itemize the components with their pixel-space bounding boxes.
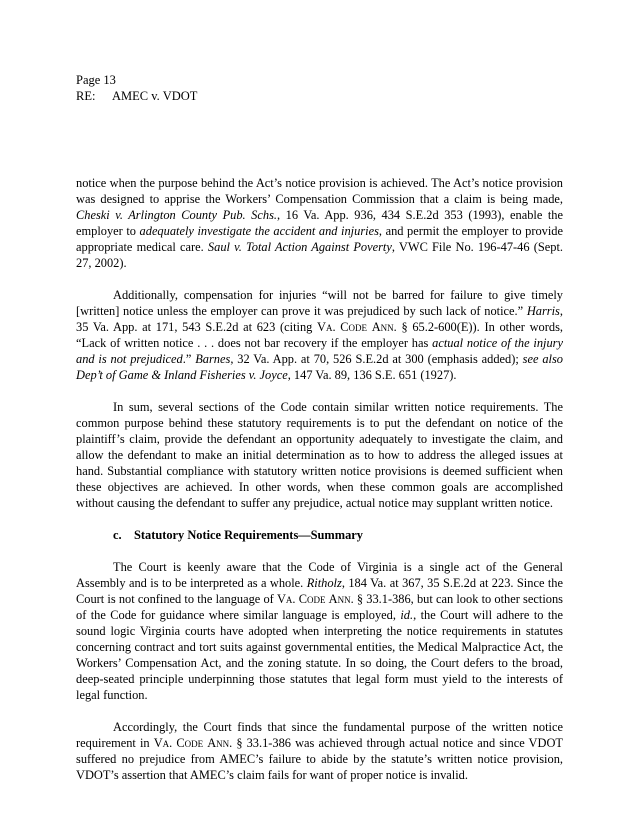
case-citation: Cheski v. Arlington County Pub. Schs. [76,208,277,222]
page-number: Page 13 [76,73,116,87]
re-line [76,88,197,104]
text-run: , the Court will adhere to the sound logic Virginia courts have adopted when interpreting the notice requirements in statutes concerning contract and tort suits against governmental entities, the Medical Malpractice Act, the Workers’ Compensation Act, and the zoning statute. In so doing, the Court defers to the broad, deep-seated principle underpinning those statutes that legal form must yield to the interests of legal function. [76,608,563,702]
emphasis: adequately investigate the accident and injuries [139,224,379,238]
statute-abbrev: Code [176,736,204,750]
page-header [76,72,197,104]
re-label: RE: [76,89,96,103]
text-run: § 33.1-386 was achieved through actual notice and since VDOT suffered no prejudice from AMEC’s failure to abide by the statute’s written notice provision, VDOT’s assertion that AMEC’s claim fails for want of proper notice is invalid. [76,736,563,782]
text-run: , 35 Va. App. at 171, 543 S.E.2d at 623 (citing [76,304,563,334]
text-run: Additionally, compensation for injuries “will not be barred for failure to give timely [written] notice unless the employer can prove it was prejudiced by such lack of notice.” [76,288,563,318]
case-citation: Harris [526,304,560,318]
text-run: , and permit the employer to provide appropriate medical care. [76,224,563,254]
statute-abbrev: Va. [276,592,296,606]
text-run: , 184 Va. at 367, 35 S.E.2d at 223. Since the Court is not confined to the language of [76,576,563,606]
text-run: , 147 Va. 89, 136 S.E. 651 (1927). [287,368,457,382]
text-run: .” [182,352,196,366]
text-run: Accordingly, the Court finds that since the fundamental purpose of the written notice requirement in [76,720,563,750]
case-citation: Ritholz [306,576,342,590]
statute-abbrev: Va. [153,736,173,750]
document-body [76,175,563,799]
statute-abbrev: Ann. [371,320,397,334]
text-run: , VWC File No. 196-47-46 (Sept. 27, 2002). [76,240,563,270]
case-citation: see also Dep’t of Game & Inland Fisheries v. Joyce [76,352,563,382]
statute-abbrev: Va. [317,320,336,334]
paragraph-3: In sum, several sections of the Code contain similar written notice requirements. The common purpose behind these statutory requirements is to put the defendant on notice of the plaintiff’s claim, provide the defendant an opportunity adequately to investigate the claim, and allow the defendant to make an initial determination as to how to address the alleged issues at hand. Substantial compliance with statutory written notice provisions is deemed sufficient when these objectives are achieved. In other words, when these common goals are accomplished without causing the defendant to suffer any prejudice, actual notice may supplant written notice. [76,400,563,510]
text-run: notice when the purpose behind the Act’s notice provision is achieved. The Act’s notice provision was designed to apprise the Workers’ Compensation Commission that a claim is being made, [76,176,563,206]
section-marker: c. [113,528,122,542]
case-citation: Saul v. Total Action Against Poverty [207,240,392,254]
statute-abbrev: Ann. [328,592,354,606]
section-heading [113,527,563,543]
re-value: AMEC v. VDOT [112,89,198,103]
case-citation: id. [400,608,414,622]
section-title: Statutory Notice Requirements—Summary [134,528,363,542]
paragraph-1 [76,175,563,271]
statute-abbrev: Code [340,320,368,334]
statute-abbrev: Code [298,592,326,606]
case-citation: Barnes [195,352,231,366]
text-run: , 16 Va. App. 936, 434 S.E.2d 353 (1993), enable the employer to [76,208,563,238]
paragraph-5 [76,719,563,783]
statute-abbrev: Ann. [207,736,233,750]
emphasis: actual notice of the injury and is not prejudiced [76,336,564,366]
text-run: § 33.1-386, but can look to other sections of the Code for guidance where similar language is employed, [76,592,563,622]
text-run: The Court is keenly aware that the Code of Virginia is a single act of the General Assembly and is to be interpreted as a whole. [76,560,563,590]
paragraph-2 [76,287,563,383]
paragraph-4 [76,559,563,703]
text-run: , 32 Va. App. at 70, 526 S.E.2d at 300 (emphasis added); [230,352,523,366]
text-run: § 65.2-600(E)). In other words, “Lack of written notice . . . does not bar recovery if the employer has [76,320,563,350]
